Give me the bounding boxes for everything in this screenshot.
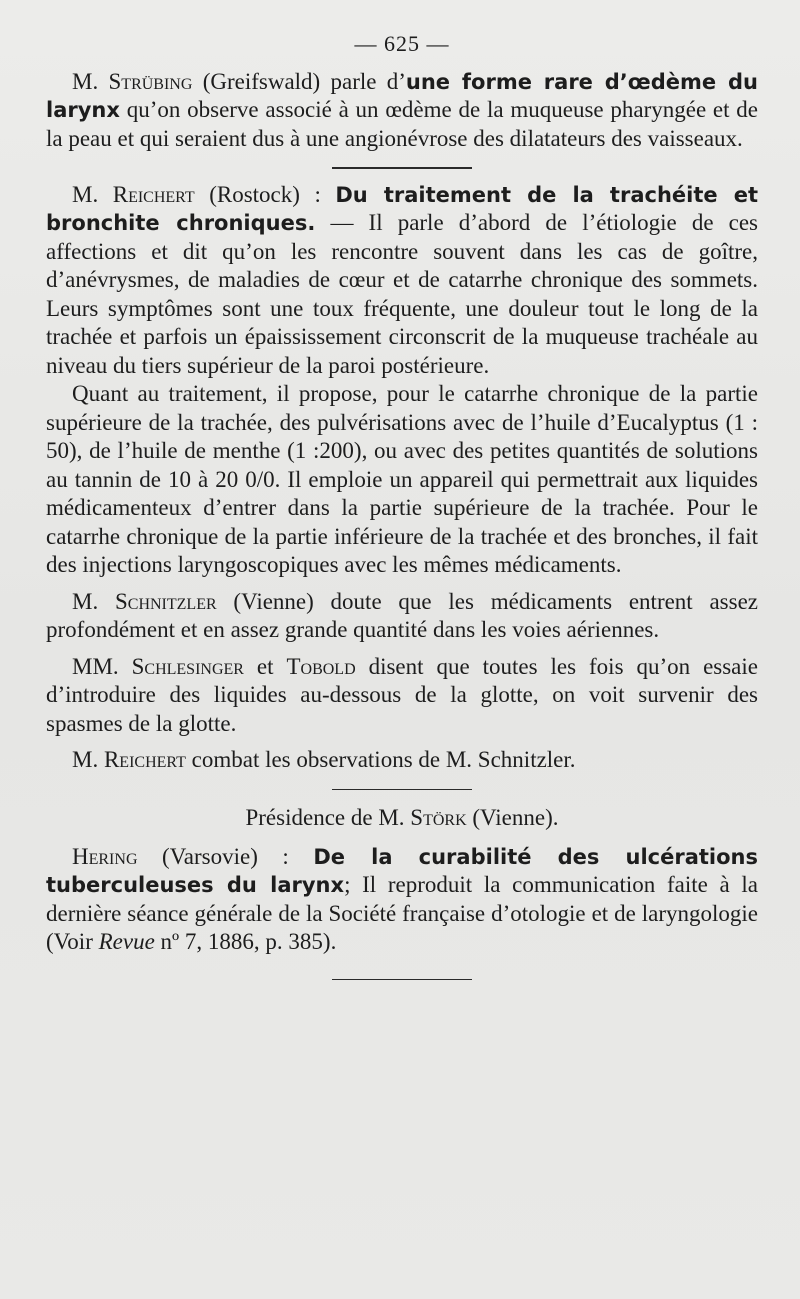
presidence-heading (46, 804, 758, 833)
prefix: M. (72, 747, 104, 772)
author-name: Reichert (112, 181, 195, 207)
page-number: — 625 — (354, 31, 450, 56)
paragraph-schlesinger-tobold (46, 653, 758, 739)
page-content (46, 30, 758, 980)
affiliation: (Greifswald) parle d’ (192, 68, 406, 94)
journal-name: Revue (98, 929, 155, 954)
paragraph-body: — Il parle d’abord de l’étiologie de ces affections et dit qu’on les rencontre souvent dans les cas de goître, d’anévrysmes, de maladies de cœur et de catarrhe chronique des sommets. Leurs symptômes sont une toux fréquente, une douleur tout le long de la trachée et parfois un épaississement circonscrit de la muqueuse trachéale au niveau du tiers supérieur de la paroi postérieure. (46, 210, 758, 378)
communication-title: une forme rare d’œdème du larynx (46, 69, 758, 122)
paragraph-body: (Vienne) doute que les médicaments entrent assez profondément et en assez grande quantité dans les voies aériennes. (46, 588, 758, 642)
paragraph-body: ; Il reproduit la communication faite à la dernière séance générale de la Société française d’otologie et de laryngologie (Voir (46, 872, 758, 954)
communication-title: Du traitement de la trachéite et bronchite chroniques. (46, 182, 758, 235)
paragraph-reichert-reply (46, 746, 758, 775)
author-name: Schnitzler (114, 588, 217, 614)
paragraph-strubing (46, 68, 758, 154)
section-divider (332, 979, 472, 981)
communication-title: De la curabilité des ulcérations tuberculeuses du larynx (46, 844, 758, 897)
paragraph-reichert (46, 181, 758, 381)
heading-suffix: (Vienne). (466, 805, 559, 830)
prefix: M. (72, 588, 115, 614)
president-name: Störk (410, 805, 467, 830)
author-name: Reichert (103, 747, 186, 772)
reference: nº 7, 1886, p. 385). (154, 929, 337, 954)
affiliation: (Rostock) : (194, 181, 336, 207)
heading-prefix: Présidence de M. (245, 805, 411, 830)
prefix: M. (72, 181, 113, 207)
conjunction: et (243, 653, 287, 679)
author-name: Tobold (286, 653, 356, 679)
paragraph-body: qu’on observe associé à un œdème de la muqueuse pharyngée et de la peau et qui seraient dus à une angionévrose des dilatateurs des vaisseaux. (46, 97, 758, 151)
paragraph-traitement: Quant au traitement, il propose, pour le catarrhe chronique de la partie supérieure de la trachée, des pulvérisations avec de l’huile d’Eucalyptus (1 : 50), de l’huile de menthe (1 :200), ou avec des petites quantités de solutions au tannin de 10 à 20 0/0. Il emploie un appareil qui permettrait aux liquides médicamenteux d’entrer dans la partie supérieure de la trachée. Pour le catarrhe chronique de la partie inférieure de la trachée et des bronches, il fait des injections laryngoscopiques avec les mêmes médicaments. (46, 381, 758, 577)
affiliation: (Varsovie) : (137, 843, 314, 869)
author-name: Strübing (108, 68, 193, 94)
paragraph-body: combat les observations de M. Schnitzler. (185, 747, 576, 772)
prefix: M. (72, 68, 109, 94)
paragraph-body: disent que toutes les fois qu’on essaie d’introduire des liquides au-dessous de la glotte, on voit survenir des spasmes de la glotte. (46, 653, 758, 736)
section-divider (332, 167, 472, 169)
author-name: Schlesinger (131, 653, 244, 679)
section-divider (332, 789, 472, 791)
author-name: Hering (72, 843, 138, 869)
paragraph-hering (46, 843, 758, 957)
prefix: MM. (72, 653, 132, 679)
paragraph-schnitzler (46, 588, 758, 645)
